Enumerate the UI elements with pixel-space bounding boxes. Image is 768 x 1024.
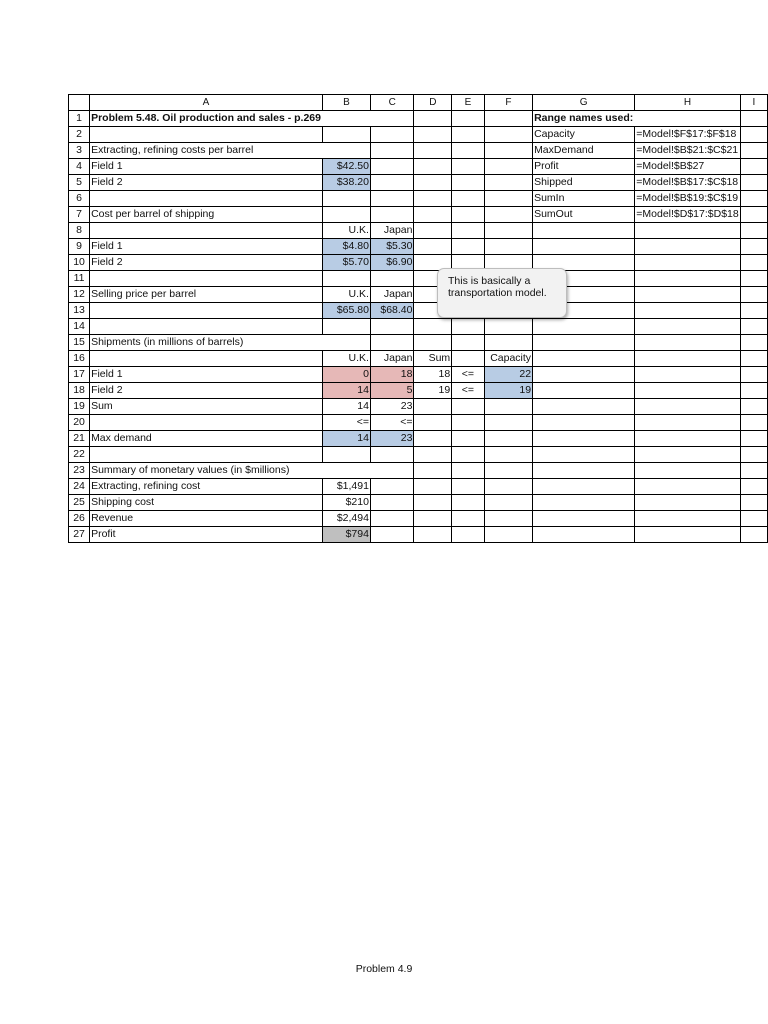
cell-h10[interactable] xyxy=(635,255,740,271)
cell-c1[interactable] xyxy=(370,111,414,127)
cell-h27[interactable] xyxy=(635,527,740,543)
cell-b24[interactable]: $1,491 xyxy=(322,479,370,495)
cell-e6[interactable] xyxy=(452,191,485,207)
cell-a20[interactable] xyxy=(90,415,323,431)
row-26 xyxy=(69,511,768,527)
cell-f20[interactable] xyxy=(484,415,532,431)
cell-g19[interactable] xyxy=(533,399,635,415)
cell-d1[interactable] xyxy=(414,111,452,127)
cell-a7[interactable]: Cost per barrel of shipping xyxy=(90,207,323,223)
cell-a26[interactable]: Revenue xyxy=(90,511,323,527)
cell-a23[interactable]: Summary of monetary values (in $millions) xyxy=(90,463,323,479)
cell-g25[interactable] xyxy=(533,495,635,511)
cell-e22[interactable] xyxy=(452,447,485,463)
cell-g22[interactable] xyxy=(533,447,635,463)
cell-e25[interactable] xyxy=(452,495,485,511)
cell-g20[interactable] xyxy=(533,415,635,431)
cell-a5[interactable]: Field 2 xyxy=(90,175,323,191)
row-6 xyxy=(69,191,768,207)
row-header[interactable]: 13 xyxy=(69,303,90,319)
cell-i11[interactable] xyxy=(740,271,767,287)
row-16 xyxy=(69,351,768,367)
cell-b23[interactable] xyxy=(322,463,370,479)
cell-f7[interactable] xyxy=(484,207,532,223)
cell-b13[interactable]: $65.80 xyxy=(322,303,370,319)
row-header[interactable]: 10 xyxy=(69,255,90,271)
cell-d7[interactable] xyxy=(414,207,452,223)
cell-c16[interactable]: Japan xyxy=(370,351,414,367)
cell-c9[interactable]: $5.30 xyxy=(370,239,414,255)
cell-c18[interactable]: 5 xyxy=(370,383,414,399)
row-header[interactable]: 18 xyxy=(69,383,90,399)
cell-e14[interactable] xyxy=(452,319,485,335)
cell-h25[interactable] xyxy=(635,495,740,511)
cell-e5[interactable] xyxy=(452,175,485,191)
cell-a12[interactable]: Selling price per barrel xyxy=(90,287,323,303)
row-2 xyxy=(69,127,768,143)
cell-h3[interactable]: =Model!$B$21:$C$21 xyxy=(635,143,740,159)
cell-a25[interactable]: Shipping cost xyxy=(90,495,323,511)
cell-c4[interactable] xyxy=(370,159,414,175)
cell-f6[interactable] xyxy=(484,191,532,207)
row-23 xyxy=(69,463,768,479)
cell-b22[interactable] xyxy=(322,447,370,463)
cell-c25[interactable] xyxy=(370,495,414,511)
row-header[interactable]: 4 xyxy=(69,159,90,175)
cell-d26[interactable] xyxy=(414,511,452,527)
cell-e15[interactable] xyxy=(452,335,485,351)
cell-i25[interactable] xyxy=(740,495,767,511)
cell-e23[interactable] xyxy=(452,463,485,479)
cell-i8[interactable] xyxy=(740,223,767,239)
cell-d19[interactable] xyxy=(414,399,452,415)
cell-c22[interactable] xyxy=(370,447,414,463)
cell-b16[interactable]: U.K. xyxy=(322,351,370,367)
cell-h7[interactable]: =Model!$D$17:$D$18 xyxy=(635,207,740,223)
cell-g1[interactable]: Range names used: xyxy=(533,111,635,127)
row-header[interactable]: 26 xyxy=(69,511,90,527)
cell-d21[interactable] xyxy=(414,431,452,447)
cell-f26[interactable] xyxy=(484,511,532,527)
cell-d25[interactable] xyxy=(414,495,452,511)
cell-e24[interactable] xyxy=(452,479,485,495)
cell-i24[interactable] xyxy=(740,479,767,495)
row-14 xyxy=(69,319,768,335)
cell-g26[interactable] xyxy=(533,511,635,527)
cell-c21[interactable]: 23 xyxy=(370,431,414,447)
cell-i6[interactable] xyxy=(740,191,767,207)
cell-i14[interactable] xyxy=(740,319,767,335)
row-header[interactable]: 3 xyxy=(69,143,90,159)
cell-d20[interactable] xyxy=(414,415,452,431)
cell-h16[interactable] xyxy=(635,351,740,367)
cell-e17[interactable]: <= xyxy=(452,367,485,383)
row-8 xyxy=(69,223,768,239)
cell-h12[interactable] xyxy=(635,287,740,303)
row-header[interactable]: 8 xyxy=(69,223,90,239)
cell-f16[interactable]: Capacity xyxy=(484,351,532,367)
cell-e2[interactable] xyxy=(452,127,485,143)
cell-a17[interactable]: Field 1 xyxy=(90,367,323,383)
row-header[interactable]: 15 xyxy=(69,335,90,351)
cell-h1[interactable] xyxy=(635,111,740,127)
spreadsheet-grid xyxy=(68,94,768,543)
cell-f17[interactable]: 22 xyxy=(484,367,532,383)
cell-e7[interactable] xyxy=(452,207,485,223)
cell-f25[interactable] xyxy=(484,495,532,511)
row-header[interactable]: 20 xyxy=(69,415,90,431)
cell-a18[interactable]: Field 2 xyxy=(90,383,323,399)
cell-b2[interactable] xyxy=(322,127,370,143)
cell-d8[interactable] xyxy=(414,223,452,239)
cell-d18[interactable]: 19 xyxy=(414,383,452,399)
cell-c12[interactable]: Japan xyxy=(370,287,414,303)
cell-c3[interactable] xyxy=(370,143,414,159)
row-header[interactable]: 6 xyxy=(69,191,90,207)
row-header[interactable]: 1 xyxy=(69,111,90,127)
row-header[interactable]: 23 xyxy=(69,463,90,479)
cell-d16[interactable]: Sum xyxy=(414,351,452,367)
cell-h9[interactable] xyxy=(635,239,740,255)
cell-e9[interactable] xyxy=(452,239,485,255)
cell-f2[interactable] xyxy=(484,127,532,143)
cell-b20[interactable]: <= xyxy=(322,415,370,431)
cell-i5[interactable] xyxy=(740,175,767,191)
cell-g15[interactable] xyxy=(533,335,635,351)
row-1 xyxy=(69,111,768,127)
cell-d2[interactable] xyxy=(414,127,452,143)
cell-e3[interactable] xyxy=(452,143,485,159)
row-27 xyxy=(69,527,768,543)
cell-h26[interactable] xyxy=(635,511,740,527)
row-7 xyxy=(69,207,768,223)
row-12 xyxy=(69,287,768,303)
cell-b3[interactable] xyxy=(322,143,370,159)
cell-h4[interactable]: =Model!$B$27 xyxy=(635,159,740,175)
row-25 xyxy=(69,495,768,511)
cell-f21[interactable] xyxy=(484,431,532,447)
cell-f15[interactable] xyxy=(484,335,532,351)
cell-c20[interactable]: <= xyxy=(370,415,414,431)
cell-b10[interactable]: $5.70 xyxy=(322,255,370,271)
cell-i27[interactable] xyxy=(740,527,767,543)
cell-e1[interactable] xyxy=(452,111,485,127)
row-header[interactable]: 12 xyxy=(69,287,90,303)
cell-f14[interactable] xyxy=(484,319,532,335)
cell-g27[interactable] xyxy=(533,527,635,543)
row-20 xyxy=(69,415,768,431)
column-header-c[interactable]: C xyxy=(370,95,414,111)
cell-c8[interactable]: Japan xyxy=(370,223,414,239)
cell-comment-note[interactable] xyxy=(437,268,567,318)
cell-b7[interactable] xyxy=(322,207,370,223)
cell-b27[interactable]: $794 xyxy=(322,527,370,543)
row-header[interactable]: 14 xyxy=(69,319,90,335)
cell-f18[interactable]: 19 xyxy=(484,383,532,399)
row-5 xyxy=(69,175,768,191)
cell-i1[interactable] xyxy=(740,111,767,127)
cell-d27[interactable] xyxy=(414,527,452,543)
cell-a9[interactable]: Field 1 xyxy=(90,239,323,255)
cell-b11[interactable] xyxy=(322,271,370,287)
cell-g4[interactable]: Profit xyxy=(533,159,635,175)
cell-b1[interactable] xyxy=(322,111,370,127)
cell-a8[interactable] xyxy=(90,223,323,239)
cell-i21[interactable] xyxy=(740,431,767,447)
cell-a24[interactable]: Extracting, refining cost xyxy=(90,479,323,495)
cell-e27[interactable] xyxy=(452,527,485,543)
cell-e19[interactable] xyxy=(452,399,485,415)
cell-g17[interactable] xyxy=(533,367,635,383)
cell-b4[interactable]: $42.50 xyxy=(322,159,370,175)
cell-a19[interactable]: Sum xyxy=(90,399,323,415)
cell-g5[interactable]: Shipped xyxy=(533,175,635,191)
cell-g16[interactable] xyxy=(533,351,635,367)
cell-c13[interactable]: $68.40 xyxy=(370,303,414,319)
row-18 xyxy=(69,383,768,399)
row-header[interactable]: 21 xyxy=(69,431,90,447)
row-15 xyxy=(69,335,768,351)
row-13 xyxy=(69,303,768,319)
cell-b8[interactable]: U.K. xyxy=(322,223,370,239)
cell-d3[interactable] xyxy=(414,143,452,159)
cell-i10[interactable] xyxy=(740,255,767,271)
cell-i19[interactable] xyxy=(740,399,767,415)
cell-h24[interactable] xyxy=(635,479,740,495)
cell-h22[interactable] xyxy=(635,447,740,463)
row-21 xyxy=(69,431,768,447)
cell-g23[interactable] xyxy=(533,463,635,479)
cell-b9[interactable]: $4.80 xyxy=(322,239,370,255)
cell-h5[interactable]: =Model!$B$17:$C$18 xyxy=(635,175,740,191)
cell-h23[interactable] xyxy=(635,463,740,479)
cell-f3[interactable] xyxy=(484,143,532,159)
cell-e16[interactable] xyxy=(452,351,485,367)
cell-g14[interactable] xyxy=(533,319,635,335)
cell-f5[interactable] xyxy=(484,175,532,191)
row-24 xyxy=(69,479,768,495)
cell-b15[interactable] xyxy=(322,335,370,351)
cell-g6[interactable]: SumIn xyxy=(533,191,635,207)
cell-a2[interactable] xyxy=(90,127,323,143)
cell-g2[interactable]: Capacity xyxy=(533,127,635,143)
cell-f22[interactable] xyxy=(484,447,532,463)
row-4 xyxy=(69,159,768,175)
cell-d4[interactable] xyxy=(414,159,452,175)
cell-a22[interactable] xyxy=(90,447,323,463)
cell-b14[interactable] xyxy=(322,319,370,335)
cell-d23[interactable] xyxy=(414,463,452,479)
column-header-a[interactable]: A xyxy=(90,95,323,111)
column-header-e[interactable]: E xyxy=(452,95,485,111)
cell-b25[interactable]: $210 xyxy=(322,495,370,511)
cell-i23[interactable] xyxy=(740,463,767,479)
cell-a6[interactable] xyxy=(90,191,323,207)
row-header[interactable]: 27 xyxy=(69,527,90,543)
row-9 xyxy=(69,239,768,255)
row-header[interactable]: 7 xyxy=(69,207,90,223)
cell-h21[interactable] xyxy=(635,431,740,447)
cell-b17[interactable]: 0 xyxy=(322,367,370,383)
cell-i18[interactable] xyxy=(740,383,767,399)
cell-e8[interactable] xyxy=(452,223,485,239)
row-3 xyxy=(69,143,768,159)
row-header[interactable]: 25 xyxy=(69,495,90,511)
cell-d15[interactable] xyxy=(414,335,452,351)
row-19 xyxy=(69,399,768,415)
cell-c15[interactable] xyxy=(370,335,414,351)
cell-f27[interactable] xyxy=(484,527,532,543)
row-header[interactable]: 22 xyxy=(69,447,90,463)
cell-h14[interactable] xyxy=(635,319,740,335)
cell-c14[interactable] xyxy=(370,319,414,335)
cell-g8[interactable] xyxy=(533,223,635,239)
row-17 xyxy=(69,367,768,383)
cell-b12[interactable]: U.K. xyxy=(322,287,370,303)
row-header[interactable]: 9 xyxy=(69,239,90,255)
row-header[interactable]: 19 xyxy=(69,399,90,415)
cell-h8[interactable] xyxy=(635,223,740,239)
cell-a11[interactable] xyxy=(90,271,323,287)
column-header-row xyxy=(69,95,768,111)
cell-i16[interactable] xyxy=(740,351,767,367)
cell-c19[interactable]: 23 xyxy=(370,399,414,415)
column-header-i[interactable]: I xyxy=(740,95,767,111)
cell-e18[interactable]: <= xyxy=(452,383,485,399)
cell-i7[interactable] xyxy=(740,207,767,223)
cell-b26[interactable]: $2,494 xyxy=(322,511,370,527)
cell-h17[interactable] xyxy=(635,367,740,383)
cell-f19[interactable] xyxy=(484,399,532,415)
cell-i15[interactable] xyxy=(740,335,767,351)
cell-i9[interactable] xyxy=(740,239,767,255)
row-header[interactable]: 24 xyxy=(69,479,90,495)
cell-e26[interactable] xyxy=(452,511,485,527)
cell-d22[interactable] xyxy=(414,447,452,463)
cell-i17[interactable] xyxy=(740,367,767,383)
cell-a14[interactable] xyxy=(90,319,323,335)
cell-f4[interactable] xyxy=(484,159,532,175)
cell-i13[interactable] xyxy=(740,303,767,319)
cell-d14[interactable] xyxy=(414,319,452,335)
cell-f9[interactable] xyxy=(484,239,532,255)
cell-i12[interactable] xyxy=(740,287,767,303)
cell-b21[interactable]: 14 xyxy=(322,431,370,447)
cell-a1[interactable]: Problem 5.48. Oil production and sales - p.269 xyxy=(90,111,323,127)
row-22 xyxy=(69,447,768,463)
cell-e4[interactable] xyxy=(452,159,485,175)
row-header[interactable]: 2 xyxy=(69,127,90,143)
cell-g9[interactable] xyxy=(533,239,635,255)
page-footer: Problem 4.9 xyxy=(355,963,413,975)
row-10 xyxy=(69,255,768,271)
cell-c24[interactable] xyxy=(370,479,414,495)
row-header[interactable]: 11 xyxy=(69,271,90,287)
column-header-f[interactable]: F xyxy=(484,95,532,111)
cell-c5[interactable] xyxy=(370,175,414,191)
cell-a21[interactable]: Max demand xyxy=(90,431,323,447)
cell-d9[interactable] xyxy=(414,239,452,255)
cell-a3[interactable]: Extracting, refining costs per barrel xyxy=(90,143,323,159)
row-header[interactable]: 5 xyxy=(69,175,90,191)
cell-c2[interactable] xyxy=(370,127,414,143)
cell-d5[interactable] xyxy=(414,175,452,191)
cell-b19[interactable]: 14 xyxy=(322,399,370,415)
cell-d6[interactable] xyxy=(414,191,452,207)
cell-h2[interactable]: =Model!$F$17:$F$18 xyxy=(635,127,740,143)
cell-g3[interactable]: MaxDemand xyxy=(533,143,635,159)
corner-cell[interactable] xyxy=(69,95,90,111)
column-header-h[interactable]: H xyxy=(635,95,740,111)
cell-h18[interactable] xyxy=(635,383,740,399)
cell-h6[interactable]: =Model!$B$19:$C$19 xyxy=(635,191,740,207)
cell-c10[interactable]: $6.90 xyxy=(370,255,414,271)
cell-i3[interactable] xyxy=(740,143,767,159)
cell-g18[interactable] xyxy=(533,383,635,399)
cell-a4[interactable]: Field 1 xyxy=(90,159,323,175)
cell-c26[interactable] xyxy=(370,511,414,527)
cell-h11[interactable] xyxy=(635,271,740,287)
cell-c11[interactable] xyxy=(370,271,414,287)
cell-a27[interactable]: Profit xyxy=(90,527,323,543)
cell-a15[interactable]: Shipments (in millions of barrels) xyxy=(90,335,323,351)
cell-a16[interactable] xyxy=(90,351,323,367)
cell-i26[interactable] xyxy=(740,511,767,527)
row-header[interactable]: 16 xyxy=(69,351,90,367)
cell-c27[interactable] xyxy=(370,527,414,543)
cell-b5[interactable]: $38.20 xyxy=(322,175,370,191)
cell-h19[interactable] xyxy=(635,399,740,415)
cell-a10[interactable]: Field 2 xyxy=(90,255,323,271)
cell-i20[interactable] xyxy=(740,415,767,431)
cell-h13[interactable] xyxy=(635,303,740,319)
cell-c6[interactable] xyxy=(370,191,414,207)
cell-e20[interactable] xyxy=(452,415,485,431)
cell-b18[interactable]: 14 xyxy=(322,383,370,399)
row-header[interactable]: 17 xyxy=(69,367,90,383)
cell-f23[interactable] xyxy=(484,463,532,479)
cell-g24[interactable] xyxy=(533,479,635,495)
cell-f8[interactable] xyxy=(484,223,532,239)
cell-h15[interactable] xyxy=(635,335,740,351)
cell-f24[interactable] xyxy=(484,479,532,495)
cell-d24[interactable] xyxy=(414,479,452,495)
cell-i4[interactable] xyxy=(740,159,767,175)
cell-d17[interactable]: 18 xyxy=(414,367,452,383)
cell-h20[interactable] xyxy=(635,415,740,431)
cell-c17[interactable]: 18 xyxy=(370,367,414,383)
cell-g21[interactable] xyxy=(533,431,635,447)
cell-b6[interactable] xyxy=(322,191,370,207)
cell-g7[interactable]: SumOut xyxy=(533,207,635,223)
column-header-b[interactable]: B xyxy=(322,95,370,111)
cell-e21[interactable] xyxy=(452,431,485,447)
cell-c23[interactable] xyxy=(370,463,414,479)
column-header-g[interactable]: G xyxy=(533,95,635,111)
cell-i2[interactable] xyxy=(740,127,767,143)
cell-f1[interactable] xyxy=(484,111,532,127)
cell-c7[interactable] xyxy=(370,207,414,223)
cell-i22[interactable] xyxy=(740,447,767,463)
column-header-d[interactable]: D xyxy=(414,95,452,111)
row-11 xyxy=(69,271,768,287)
cell-a13[interactable] xyxy=(90,303,323,319)
comment-text: This is basically a transportation model. xyxy=(448,275,547,299)
